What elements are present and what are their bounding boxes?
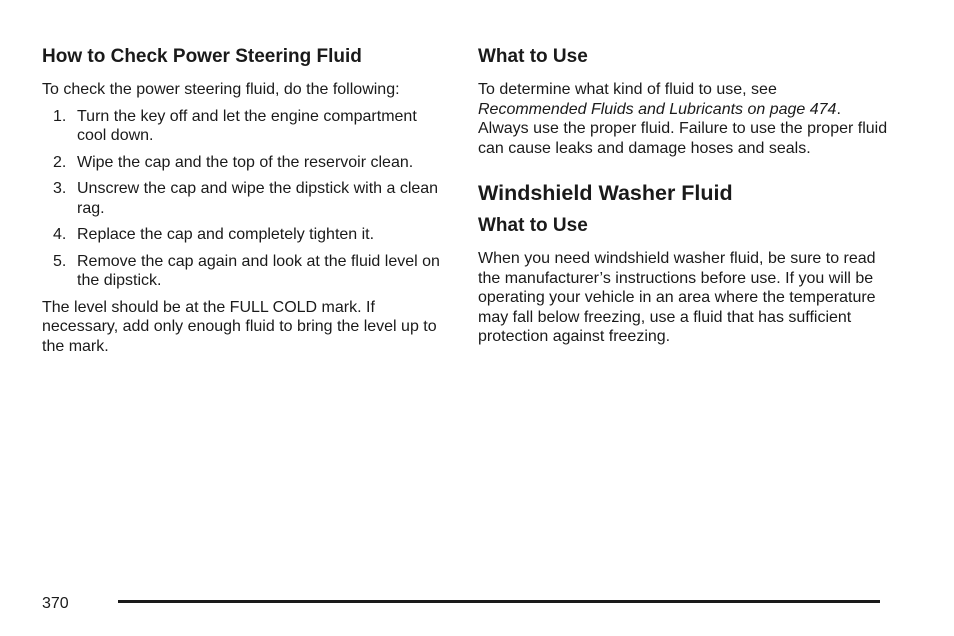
- step-text: Wipe the cap and the top of the reservoir clean.: [77, 153, 414, 171]
- what-to-use-pre: To determine what kind of fluid to use, see: [478, 81, 777, 98]
- list-item: [42, 153, 450, 173]
- step-number: 1.: [53, 107, 67, 125]
- step-text: Remove the cap again and look at the fluid level on the dipstick.: [77, 252, 440, 289]
- step-number: 2.: [53, 153, 67, 171]
- washer-fluid-heading: Windshield Washer Fluid: [478, 181, 733, 205]
- step-text: Replace the cap and completely tighten it.: [77, 226, 375, 243]
- what-to-use-heading: What to Use: [478, 46, 588, 67]
- steps-list: [42, 107, 450, 291]
- washer-fluid-paragraph: When you need windshield washer fluid, be sure to read the manufacturer’s instructions before use. If you will be operating your vehicle in an area where the temperature may fall below freezing, use a fluid that has sufficient protection against freezing.: [478, 250, 876, 345]
- what-to-use-paragraph: [478, 80, 888, 158]
- what-to-use-post: . Always use the proper fluid. Failure to use the proper fluid can cause leaks and damage hoses and seals.: [478, 100, 888, 157]
- list-item: [42, 225, 450, 245]
- step-number: 4.: [53, 226, 67, 243]
- footer-divider: [118, 600, 880, 603]
- step-number: 5.: [53, 252, 67, 270]
- fluid-level-paragraph: The level should be at the FULL COLD mark. If necessary, add only enough fluid to bring the level up to the mark.: [42, 298, 437, 355]
- washer-what-to-use-heading: What to Use: [478, 215, 588, 236]
- list-item: [42, 107, 450, 146]
- list-item: [42, 179, 450, 218]
- power-steering-heading: How to Check Power Steering Fluid: [42, 46, 362, 67]
- step-number: 3.: [53, 180, 67, 197]
- step-text: Unscrew the cap and wipe the dipstick with a clean rag.: [77, 180, 439, 217]
- left-column: [42, 45, 450, 356]
- right-column: [478, 45, 888, 347]
- list-item: [42, 252, 450, 291]
- page-number: 370: [42, 595, 69, 612]
- fluids-reference-link: Recommended Fluids and Lubricants on page 474: [478, 100, 837, 118]
- step-text: Turn the key off and let the engine compartment cool down.: [77, 107, 417, 144]
- power-steering-intro: To check the power steering fluid, do the following:: [42, 81, 400, 98]
